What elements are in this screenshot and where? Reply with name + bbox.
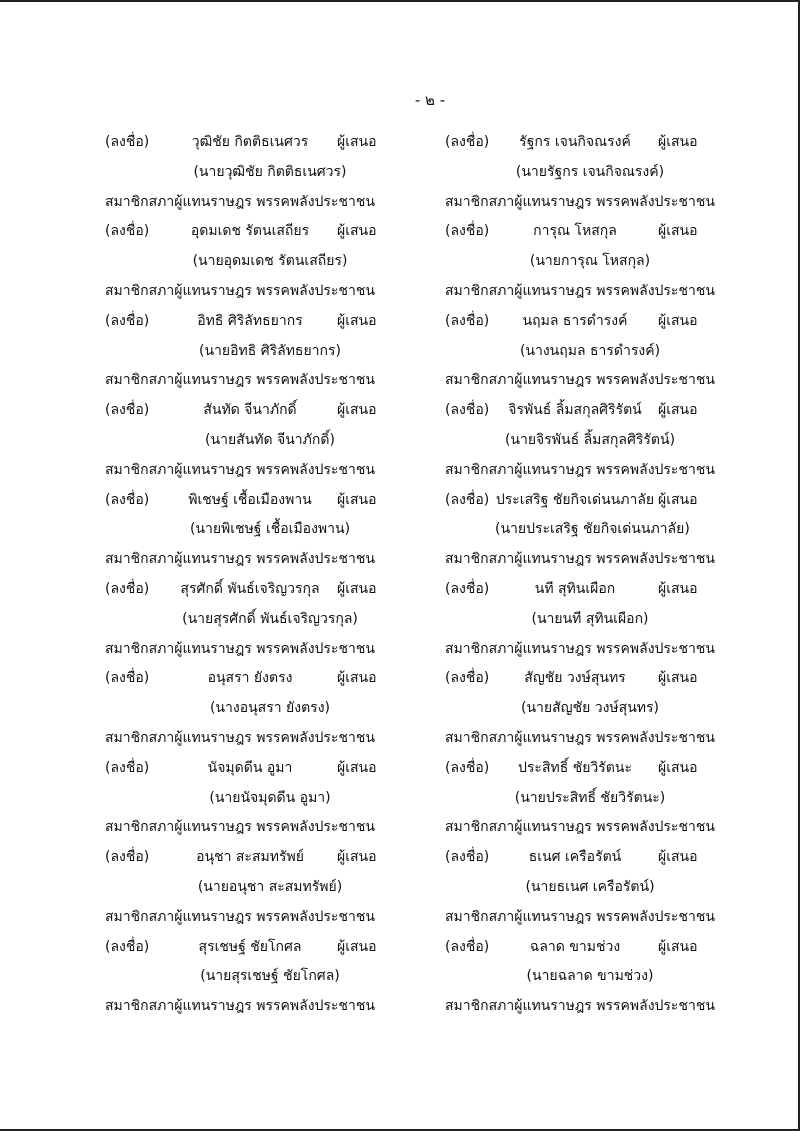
sign-label: (ลงชื่อ) (445, 402, 490, 419)
full-name: (นางนฤมล ธารดำรงค์) (519, 342, 661, 359)
full-name: (นายฉลาด ขามช่วง) (526, 968, 654, 985)
proposer-label: ผู้เสนอ (337, 670, 377, 687)
signatory-entry (445, 396, 745, 485)
proposer-label: ผู้เสนอ (337, 223, 377, 240)
sign-label: (ลงชื่อ) (105, 849, 150, 866)
signatory-column-left (105, 128, 405, 1022)
party-affiliation: สมาชิกสภาผู้แทนราษฎร พรรคพลังประชาชน (445, 461, 715, 478)
signature-name: อุดมเดช รัตนเสถียร (190, 223, 310, 240)
signature-name: นัจมุดดีน อูมา (207, 759, 293, 776)
full-name: (นายธเนศ เครือรัตน์) (525, 878, 655, 895)
proposer-label: ผู้เสนอ (658, 312, 698, 329)
signatory-column-right (445, 128, 745, 1022)
signatory-entry (105, 843, 405, 932)
sign-label: (ลงชื่อ) (105, 134, 150, 150)
signature-name: รัฐกร เจนกิจณรงค์ (519, 134, 631, 150)
proposer-label: ผู้เสนอ (337, 849, 377, 866)
sign-label: (ลงชื่อ) (445, 223, 490, 240)
signatory-entry (105, 217, 405, 306)
signatory-entry (445, 933, 745, 1022)
signature-name: การุณ โหสกุล (533, 223, 617, 240)
signature-line (445, 396, 745, 426)
signatory-entry (105, 396, 405, 485)
signature-line (445, 843, 745, 873)
proposer-label: ผู้เสนอ (658, 134, 698, 150)
proposer-label: ผู้เสนอ (658, 938, 698, 955)
sign-label: (ลงชื่อ) (105, 938, 150, 955)
signature-name: นที สุทินเผือก (534, 580, 616, 597)
party-affiliation: สมาชิกสภาผู้แทนราษฎร พรรคพลังประชาชน (445, 908, 715, 925)
full-name: (นายประเสริฐ ชัยกิจเด่นนภาลัย) (495, 521, 690, 538)
signatory-entry (105, 307, 405, 396)
signature-name: ธเนศ เครือรัตน์ (528, 849, 622, 866)
signature-name: อนุสรา ยังตรง (207, 670, 293, 687)
signature-line (445, 217, 745, 247)
proposer-label: ผู้เสนอ (658, 223, 698, 240)
proposer-label: ผู้เสนอ (658, 402, 698, 419)
full-name: (นางอนุสรา ยังตรง) (209, 700, 331, 717)
signature-line (445, 486, 745, 516)
signatory-entry (445, 843, 745, 932)
sign-label: (ลงชื่อ) (105, 670, 150, 687)
full-name: (นายพิเชษฐ์ เชื้อเมืองพาน) (189, 521, 351, 538)
signature-line (105, 486, 405, 516)
party-affiliation: สมาชิกสภาผู้แทนราษฎร พรรคพลังประชาชน (105, 998, 375, 1015)
full-name: (นายอนุชา สะสมทรัพย์) (197, 878, 343, 895)
signature-line (105, 307, 405, 337)
signature-line (105, 575, 405, 605)
proposer-label: ผู้เสนอ (337, 580, 377, 597)
party-affiliation: สมาชิกสภาผู้แทนราษฎร พรรคพลังประชาชน (105, 908, 375, 925)
full-name: (นายสัญชัย วงษ์สุนทร) (521, 700, 659, 717)
signature-name: สันทัด จีนาภักดิ์ (203, 402, 297, 419)
full-name: (นายจิรพันธ์ ลิ้มสกุลศิริรัตน์) (504, 431, 676, 448)
party-affiliation: สมาชิกสภาผู้แทนราษฎร พรรคพลังประชาชน (105, 551, 375, 568)
signature-line (445, 664, 745, 694)
proposer-label: ผู้เสนอ (658, 849, 698, 866)
full-name: (นายสุรเชษฐ์ ชัยโกศล) (200, 968, 340, 985)
signature-name: จิรพันธ์ ลิ้มสกุลศิริรัตน์ (508, 402, 642, 419)
full-name: (นายสันทัด จีนาภักดิ์) (205, 431, 335, 448)
sign-label: (ลงชื่อ) (445, 670, 490, 687)
signature-name: สุรศักดิ์ พันธ์เจริญวรกุล (180, 580, 320, 597)
signature-name: ประเสริฐ ชัยกิจเด่นนภาลัย (495, 491, 655, 508)
page-number: - ๒ - (414, 91, 446, 109)
signature-name: วุฒิชัย กิตติธเนศวร (191, 134, 309, 150)
sign-label: (ลงชื่อ) (445, 134, 490, 150)
party-affiliation: สมาชิกสภาผู้แทนราษฎร พรรคพลังประชาชน (105, 193, 375, 210)
sign-label: (ลงชื่อ) (105, 223, 150, 240)
party-affiliation: สมาชิกสภาผู้แทนราษฎร พรรคพลังประชาชน (445, 998, 715, 1015)
full-name: (นายนที สุทินเผือก) (531, 610, 649, 627)
full-name: (นายสุรศักดิ์ พันธ์เจริญวรกุล) (182, 610, 358, 627)
signature-line (445, 128, 745, 158)
signature-name: สัญชัย วงษ์สุนทร (524, 670, 626, 687)
proposer-label: ผู้เสนอ (337, 402, 377, 419)
party-affiliation: สมาชิกสภาผู้แทนราษฎร พรรคพลังประชาชน (445, 372, 715, 389)
full-name: (นายนัจมุดดีน อูมา) (209, 789, 331, 806)
full-name: (นายวุฒิชัย กิตติธเนศวร) (193, 163, 347, 180)
sign-label: (ลงชื่อ) (105, 312, 150, 329)
signature-name: สุรเชษฐ์ ชัยโกศล (198, 938, 302, 955)
signature-line (105, 754, 405, 784)
proposer-label: ผู้เสนอ (337, 312, 377, 329)
sign-label: (ลงชื่อ) (105, 759, 150, 776)
party-affiliation: สมาชิกสภาผู้แทนราษฎร พรรคพลังประชาชน (105, 729, 375, 746)
signatory-entry (445, 307, 745, 396)
signatory-entry (445, 664, 745, 753)
proposer-label: ผู้เสนอ (658, 491, 698, 508)
signature-line (105, 217, 405, 247)
signatory-entry (445, 486, 745, 575)
party-affiliation: สมาชิกสภาผู้แทนราษฎร พรรคพลังประชาชน (105, 640, 375, 657)
signature-line (445, 575, 745, 605)
proposer-label: ผู้เสนอ (337, 938, 377, 955)
party-affiliation: สมาชิกสภาผู้แทนราษฎร พรรคพลังประชาชน (445, 551, 715, 568)
sign-label: (ลงชื่อ) (105, 402, 150, 419)
sign-label: (ลงชื่อ) (105, 491, 150, 508)
signatory-entry (445, 575, 745, 664)
proposer-label: ผู้เสนอ (658, 580, 698, 597)
party-affiliation: สมาชิกสภาผู้แทนราษฎร พรรคพลังประชาชน (445, 640, 715, 657)
signature-name: อิทธิ ศิริลัทธยากร (197, 312, 303, 329)
party-affiliation: สมาชิกสภาผู้แทนราษฎร พรรคพลังประชาชน (445, 729, 715, 746)
full-name: (นายประสิทธิ์ ชัยวิรัตนะ) (514, 789, 666, 806)
party-affiliation: สมาชิกสภาผู้แทนราษฎร พรรคพลังประชาชน (105, 282, 375, 299)
party-affiliation: สมาชิกสภาผู้แทนราษฎร พรรคพลังประชาชน (105, 461, 375, 478)
sign-label: (ลงชื่อ) (105, 580, 150, 597)
sign-label: (ลงชื่อ) (445, 849, 490, 866)
full-name: (นายการุณ โหสกุล) (529, 253, 651, 270)
signature-line (105, 933, 405, 963)
signatory-entry (445, 217, 745, 306)
signatory-entry (445, 754, 745, 843)
party-affiliation: สมาชิกสภาผู้แทนราษฎร พรรคพลังประชาชน (445, 193, 715, 210)
signatory-entry (105, 933, 405, 1022)
sign-label: (ลงชื่อ) (445, 491, 490, 508)
signatory-entry (105, 575, 405, 664)
party-affiliation: สมาชิกสภาผู้แทนราษฎร พรรคพลังประชาชน (445, 282, 715, 299)
sign-label: (ลงชื่อ) (445, 938, 490, 955)
signature-line (105, 128, 405, 158)
signature-name: อนุชา สะสมทรัพย์ (196, 849, 304, 866)
sign-label: (ลงชื่อ) (445, 580, 490, 597)
signature-line (105, 664, 405, 694)
signature-line (105, 396, 405, 426)
sign-label: (ลงชื่อ) (445, 312, 490, 329)
signature-line (445, 307, 745, 337)
proposer-label: ผู้เสนอ (337, 491, 377, 508)
signature-name: นฤมล ธารดำรงค์ (522, 312, 628, 329)
signatory-entry (105, 754, 405, 843)
proposer-label: ผู้เสนอ (658, 670, 698, 687)
signature-line (445, 933, 745, 963)
signatory-entry (105, 486, 405, 575)
signature-line (445, 754, 745, 784)
proposer-label: ผู้เสนอ (337, 134, 377, 150)
full-name: (นายอุดมเดช รัตนเสถียร) (192, 253, 348, 270)
signature-name: พิเชษฐ์ เชื้อเมืองพาน (188, 491, 312, 508)
signatory-entry (105, 128, 405, 217)
sign-label: (ลงชื่อ) (445, 759, 490, 776)
signature-name: ประสิทธิ์ ชัยวิรัตนะ (518, 759, 632, 776)
full-name: (นายอิทธิ ศิริลัทธยากร) (198, 342, 341, 359)
party-affiliation: สมาชิกสภาผู้แทนราษฎร พรรคพลังประชาชน (105, 372, 375, 389)
proposer-label: ผู้เสนอ (658, 759, 698, 776)
proposer-label: ผู้เสนอ (337, 759, 377, 776)
signatory-entry (105, 664, 405, 753)
signature-line (105, 843, 405, 873)
signatory-entry (445, 128, 745, 217)
party-affiliation: สมาชิกสภาผู้แทนราษฎร พรรคพลังประชาชน (445, 819, 715, 836)
page-border-top (0, 0, 800, 2)
party-affiliation: สมาชิกสภาผู้แทนราษฎร พรรคพลังประชาชน (105, 819, 375, 836)
signature-name: ฉลาด ขามช่วง (529, 938, 621, 955)
full-name: (นายรัฐกร เจนกิจณรงค์) (515, 163, 665, 180)
